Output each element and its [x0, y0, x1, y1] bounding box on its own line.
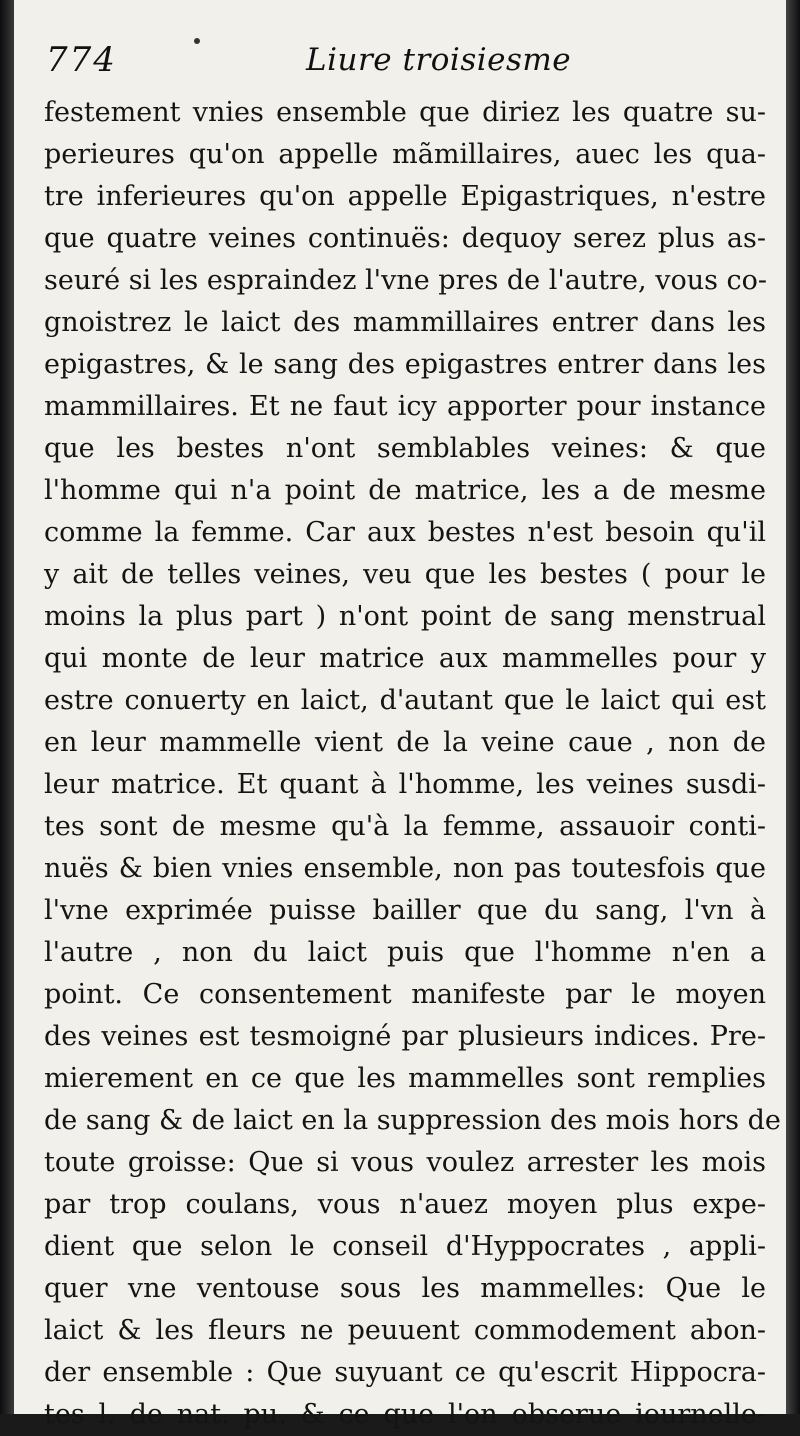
- text-line: gnoistrez le laict des mammillaires entrer dans les: [44, 307, 766, 338]
- text-line: estre conuerty en laict, d'autant que le laict qui est: [44, 685, 766, 716]
- text-line: dient que selon le conseil d'Hyppocrates , appli-: [44, 1231, 766, 1262]
- book-page: [14, 0, 786, 1430]
- text-line: quer vne ventouse sous les mammelles: Que le: [44, 1273, 766, 1304]
- page-edge-right: [786, 0, 800, 1414]
- text-line: seuré si les espraindez l'vne pres de l'autre, vous co-: [44, 265, 768, 296]
- text-line: toute groisse: Que si vous voulez arrester les mois: [44, 1147, 766, 1178]
- text-line: tre inferieures qu'on appelle Epigastriques, n'estre: [44, 181, 766, 212]
- text-line: par trop coulans, vous n'auez moyen plus expe-: [44, 1189, 766, 1220]
- text-line: perieures qu'on appelle mãmillaires, auec les qua-: [44, 139, 766, 170]
- running-title: Liure troisiesme: [306, 42, 572, 78]
- text-line: festement vnies ensemble que diriez les quatre su-: [44, 97, 766, 128]
- text-line: epigastres, & le sang des epigastres entrer dans les: [44, 349, 766, 380]
- text-line: que les bestes n'ont semblables veines: & que: [44, 433, 766, 464]
- text-line: leur matrice. Et quant à l'homme, les veines susdi-: [44, 769, 766, 800]
- text-line: comme la femme. Car aux bestes n'est besoin qu'il: [44, 517, 766, 548]
- text-line: laict & les fleurs ne peuuent commodement abon-: [44, 1315, 766, 1346]
- text-line: y ait de telles veines, veu que les bestes ( pour le: [44, 559, 766, 590]
- text-line: mammillaires. Et ne faut icy apporter pour instance: [44, 391, 766, 422]
- text-line: en leur mammelle vient de la veine caue , non de: [44, 727, 766, 758]
- text-line: qui monte de leur matrice aux mammelles pour y: [44, 643, 766, 674]
- text-line: mierement en ce que les mammelles sont remplies: [44, 1063, 766, 1094]
- text-line: moins la plus part ) n'ont point de sang menstrual: [44, 601, 766, 632]
- page-edge-left: [0, 0, 14, 1414]
- text-line: l'homme qui n'a point de matrice, les a de mesme: [44, 475, 766, 506]
- text-line: der ensemble : Que suyuant ce qu'escrit Hippocra-: [44, 1357, 766, 1388]
- text-line: point. Ce consentement manifeste par le moyen: [44, 979, 766, 1010]
- page-header: [34, 40, 774, 86]
- text-line: l'autre , non du laict puis que l'homme n'en a: [44, 937, 766, 968]
- text-line: des veines est tesmoigné par plusieurs indices. Pre-: [44, 1021, 766, 1052]
- body-text: [44, 92, 781, 1436]
- text-line: l'vne exprimée puisse bailler que du sang, l'vn à: [44, 895, 766, 926]
- text-line: tes sont de mesme qu'à la femme, assauoir conti-: [44, 811, 766, 842]
- text-line: que quatre veines continuës: dequoy serez plus as-: [44, 223, 766, 254]
- text-line: de sang & de laict en la suppression des mois hors de: [44, 1105, 781, 1136]
- text-line: nuës & bien vnies ensemble, non pas toutesfois que: [44, 853, 766, 884]
- folio-number: 774: [46, 40, 117, 80]
- text-line: tes l. de nat. pu. & ce que l'on obserue iournelle-: [44, 1399, 766, 1430]
